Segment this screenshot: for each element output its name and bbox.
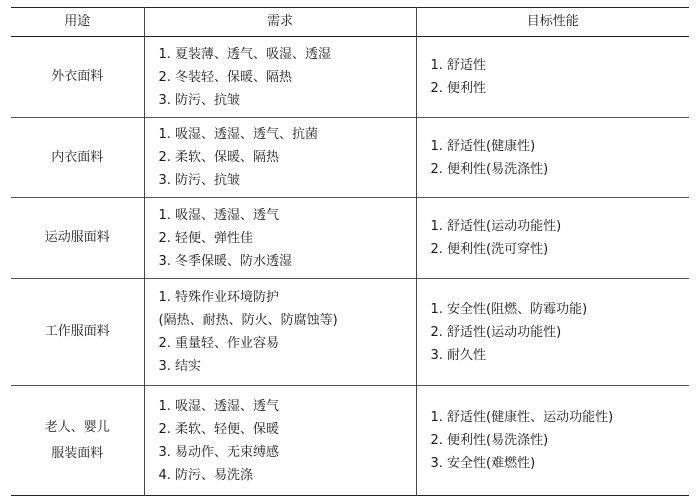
target-item: 2. 便利性(易洗涤性) (430, 433, 549, 448)
need-item: 2. 柔软、轻便、保暖 (158, 421, 280, 437)
need-item: 3. 防污、抗皱 (158, 173, 241, 188)
use-text: 运动服面料 (44, 230, 110, 245)
target-item: 1. 舒适性(健康性) (430, 138, 536, 154)
need-item: (隔热、耐热、防火、防腐蚀等) (158, 313, 338, 328)
needs-cell (144, 279, 416, 386)
table-row (11, 386, 689, 496)
need-item: 3. 防污、抗皱 (158, 92, 241, 108)
target-item: 2. 便利性 (430, 81, 487, 96)
needs-cell (144, 198, 416, 279)
use-text: 外衣面料 (51, 69, 104, 84)
targets-cell (416, 198, 689, 279)
use-cell (11, 279, 144, 386)
header-use: 用途 (64, 14, 91, 29)
needs-cell (144, 386, 416, 496)
need-item: 3. 结实 (158, 359, 202, 374)
target-item: 3. 耐久性 (430, 347, 487, 363)
targets-cell (416, 386, 689, 496)
need-item: 1. 吸湿、透湿、透气 (158, 398, 280, 414)
targets-cell (416, 279, 689, 386)
target-item: 2. 便利性(洗可穿性) (430, 242, 549, 257)
use-text: 老人、婴儿 (44, 419, 110, 435)
use-cell (11, 37, 144, 118)
use-cell (11, 118, 144, 198)
use-text: 服装面料 (51, 445, 104, 461)
use-cell (11, 198, 144, 279)
target-item: 1. 安全性(阻燃、防霉功能) (430, 301, 588, 317)
header-needs: 需求 (144, 8, 416, 37)
need-item: 1. 吸湿、透湿、透气 (158, 207, 280, 223)
table-row (11, 279, 689, 386)
table-row (11, 118, 689, 198)
need-item: 3. 易动作、无束缚感 (158, 444, 280, 460)
use-text: 工作服面料 (44, 324, 110, 339)
need-item: 2. 柔软、保暖、隔热 (158, 150, 280, 165)
table-header-row (11, 8, 689, 37)
need-item: 1. 吸湿、透湿、透气、抗菌 (158, 127, 319, 142)
needs-cell (144, 118, 416, 198)
target-item: 1. 舒适性 (430, 58, 487, 73)
targets-cell (416, 118, 689, 198)
table-row (11, 37, 689, 118)
need-item: 2. 轻便、弹性佳 (158, 230, 254, 246)
need-item: 4. 防污、易洗涤 (158, 467, 254, 483)
target-item: 1. 舒适性(运动功能性) (430, 219, 562, 234)
need-item: 2. 重量轻、作业容易 (158, 336, 280, 351)
use-cell (11, 386, 144, 496)
target-item: 1. 舒适性(健康性、运动功能性) (430, 410, 614, 425)
table-row (11, 198, 689, 279)
need-item: 2. 冬装轻、保暖、隔热 (158, 69, 293, 85)
need-item: 1. 夏装薄、透气、吸湿、透湿 (158, 46, 332, 62)
needs-cell (144, 37, 416, 118)
use-text: 内衣面料 (51, 149, 104, 165)
fabric-requirements-table (11, 7, 689, 496)
need-item: 1. 特殊作业环境防护 (158, 290, 280, 305)
header-targets: 目标性能 (416, 8, 689, 37)
target-item: 3. 安全性(难燃性) (430, 456, 536, 471)
need-item: 3. 冬季保暖、防水透湿 (158, 253, 293, 269)
target-item: 2. 舒适性(运动功能性) (430, 324, 562, 340)
targets-cell (416, 37, 689, 118)
target-item: 2. 便利性(易洗涤性) (430, 161, 549, 177)
